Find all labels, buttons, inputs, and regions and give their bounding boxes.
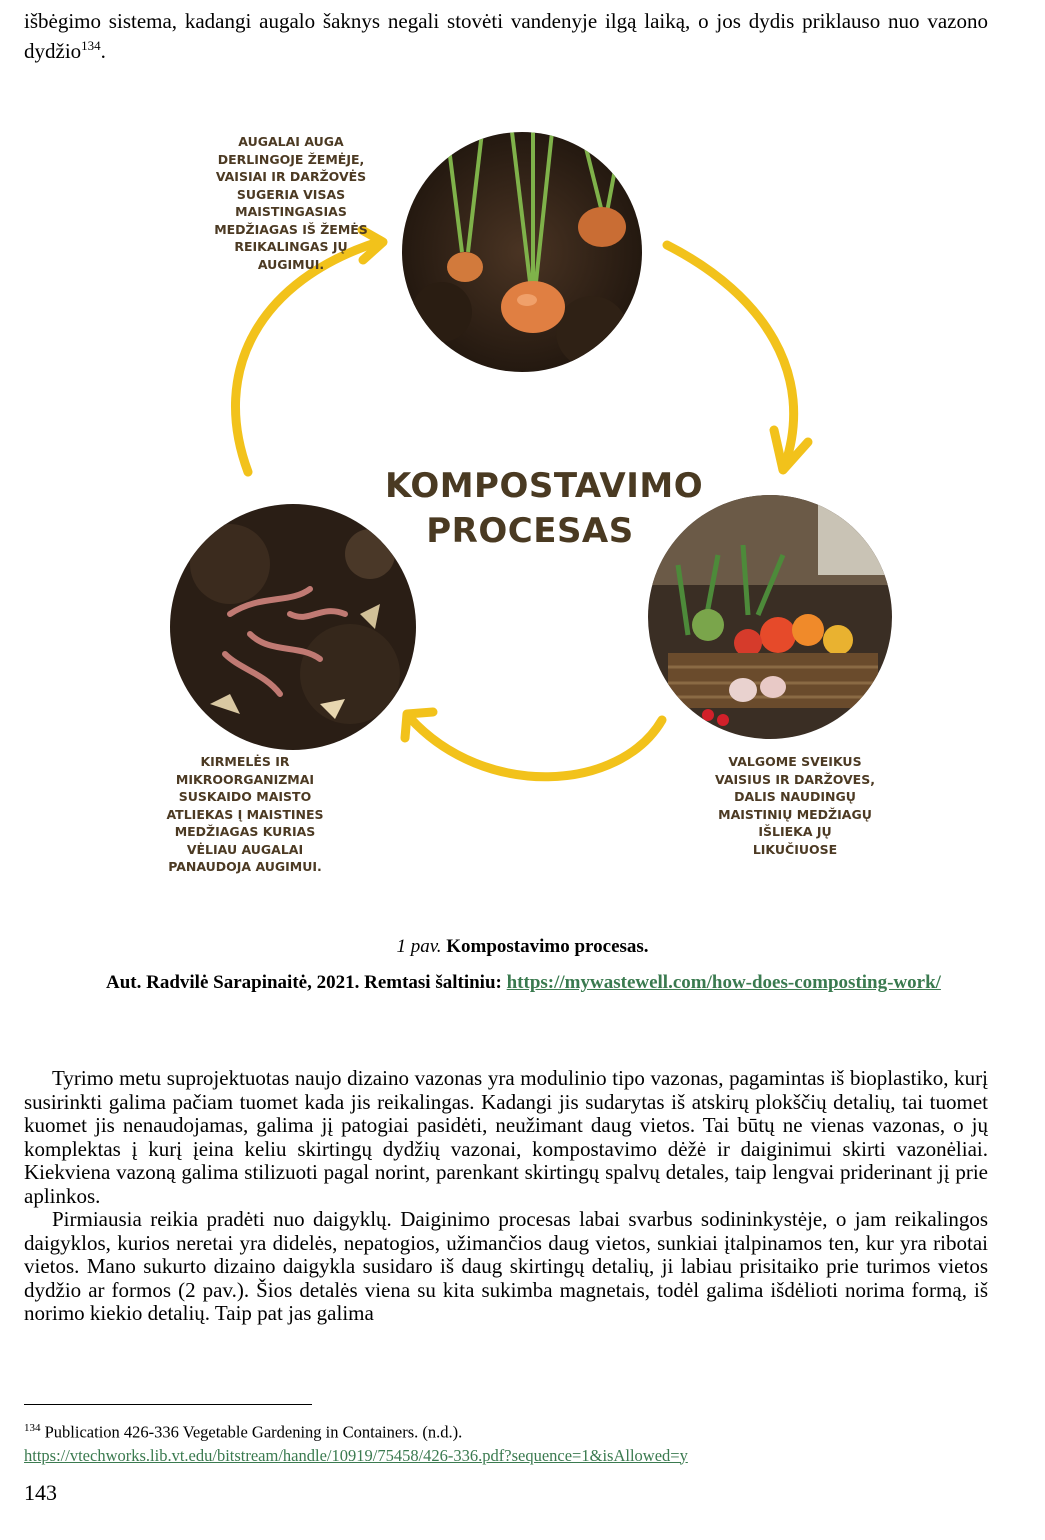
source-link[interactable]: https://mywastewell.com/how-does-composting-work/ [506,972,941,993]
footnote-number: 134 [24,1422,41,1434]
caption-title: Kompostavimo procesas. [446,936,649,957]
worms-photo [170,504,416,750]
footnote-link[interactable]: https://vtechworks.lib.vt.edu/bitstream/handle/10919/75458/426-336.pdf?sequence=1&isAllowed=y [24,1445,688,1465]
body-paragraph-2: Pirmiausia reikia pradėti nuo daigyklų. Daiginimo procesas labai svarbus sodininkystėje, o jam reikalingos daigyklos, kurios neretai yra didelės, nepatogios, užimančios daug vietos, sunkiai įtalpinamos ten, kur yra ribotai vietos. Mano sukurto dizaino daigykla susidaro iš daug skirtingų detalių, ji labiau prisitaiko prie turimos vietos dydžio ar formos (2 pav.). Šios detalės viena su kita sukimba magnetais, todėl galima išdėlioti norima formą, iš norimo kiekio detalių. Taip pat jas galima [24,1207,988,1325]
figure-title [385,464,704,554]
footnote [24,1417,1014,1467]
credit-text: Aut. Radvilė Sarapinaitė, 2021. Remtasi šaltiniu: [106,972,507,993]
figure-caption [0,936,1045,958]
footnote-text: Publication 426-336 Vegetable Gardening in Containers. (n.d.). [40,1422,463,1442]
label-worms: KIRMELĖS IR MIKROORGANIZMAI SUSKAIDO MAISTO ATLIEKAS Į MAISTINES MEDŽIAGAS KURIAS VĖLIAU AUGALAI PANAUDOJA AUGIMUI. [166,754,324,874]
body-text [24,1067,988,1326]
footnote-divider [24,1404,312,1405]
vegetables-photo [648,495,892,739]
composting-figure [150,120,910,880]
label-plants: AUGALAI AUGA DERLINGOJE ŽEMĖJE, VAISIAI IR DARŽOVĖS SUGERIA VISAS MAISTINGASIAS MEDŽIAGAS IŠ ŽEMĖS REIKALINGAS JŲ AUGIMUI. [214,134,368,272]
top-paragraph [24,10,988,63]
body-paragraph-1: Tyrimo metu suprojektuotas naujo dizaino vazonas yra modulinio tipo vazonas, pagamintas iš bioplastiko, kurį susirinkti galima pačiam tuomet kada jis reikalingas. Kadangi jis sudarytas iš atskirų plokščių detalių, tai tuomet kuomet jis nenaudojamas, galima jį patogiai pasidėti, neužimant daug vietos. Tai būtų ne vienas vazonas, o jų komplektas į kurį įeina keliu skirtingų dydžių vazonai, kompostavimo dėžė ir daiginimui skirti vazonėliai. Kiekviena vazoną galima stilizuoti pagal norint, parenkant skirtingų spalvų detales, taip lengvai priderinant jį prie aplinkos. [24,1066,988,1208]
figure-title-line2: PROCESAS [426,511,634,551]
label-eating: VALGOME SVEIKUS VAISIUS IR DARŽOVES, DALIS NAUDINGŲ MAISTINIŲ MEDŽIAGŲ IŠLIEKA JŲ LIKUČIUOSE [715,754,875,857]
carrots-photo [402,132,642,372]
caption-label: 1 pav. [396,936,442,957]
page-number: 143 [24,1480,57,1505]
figure-credit [106,968,946,998]
footnote-reference[interactable]: 134 [81,37,101,53]
figure-title-line1: KOMPOSTAVIMO [385,466,704,506]
arrow-left [235,242,378,472]
top-paragraph-text: išbėgimo sistema, kadangi augalo šaknys negali stovėti vandenyje ilgą laiką, o jos dydis priklauso nuo vazono dydžio [24,9,988,63]
top-paragraph-end: . [100,38,106,63]
arrow-bottom [410,718,662,777]
